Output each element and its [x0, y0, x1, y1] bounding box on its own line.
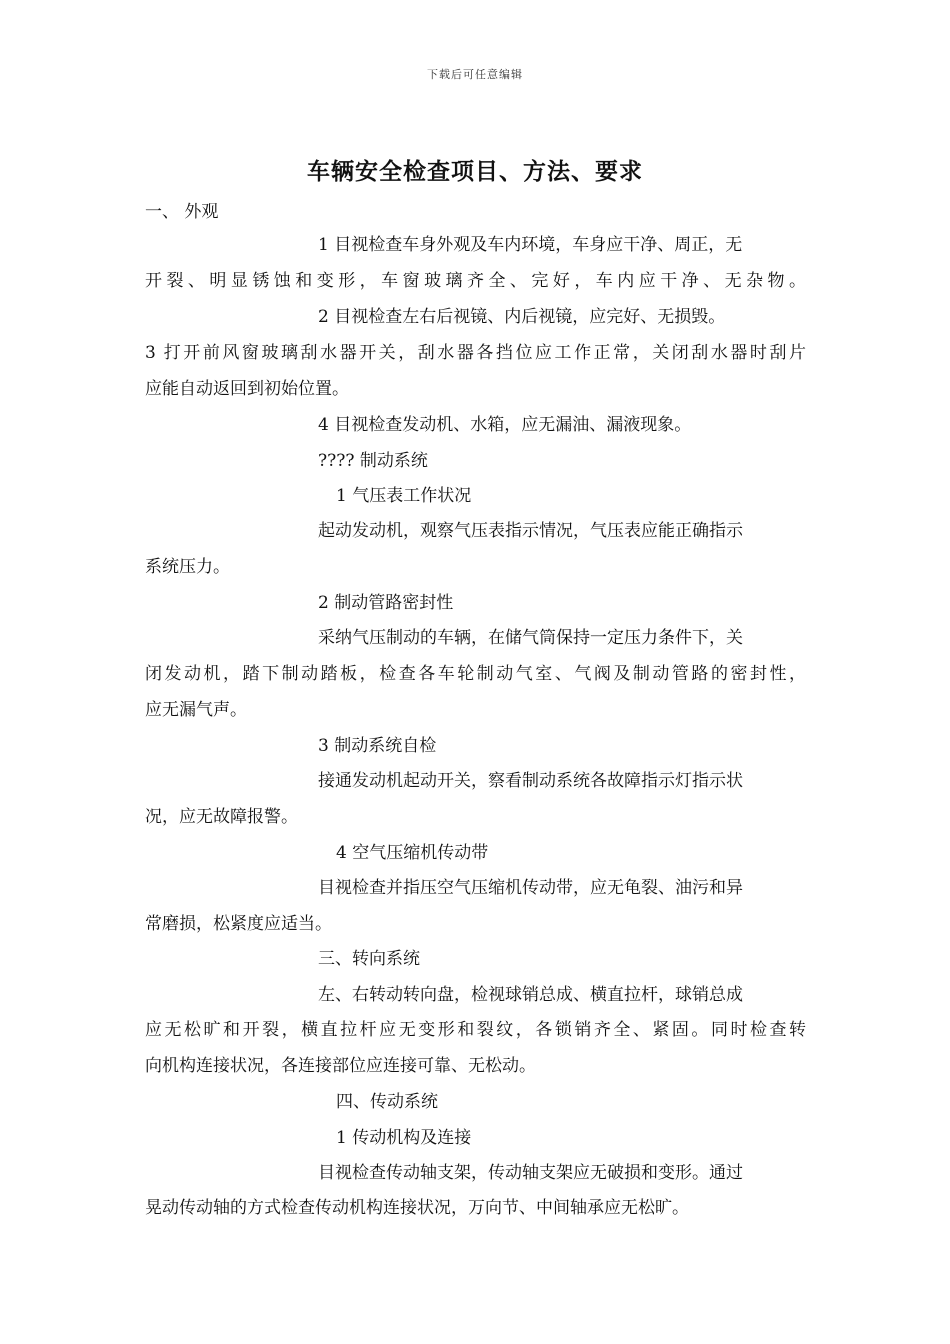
subheading: 2 制动管路密封性	[318, 593, 454, 613]
section-heading-brake: ???? 制动系统	[318, 451, 428, 471]
paragraph-line: 3 打开前风窗玻璃刮水器开关，刮水器各挡位应工作正常，关闭刮水器时刮片	[145, 343, 806, 363]
paragraph-line: 1 目视检查车身外观及车内环境，车身应干净、周正，无	[318, 235, 743, 255]
paragraph-line: 目视检查传动轴支架，传动轴支架应无破损和变形。通过	[318, 1163, 743, 1183]
paragraph-line: 采纳气压制动的车辆，在储气筒保持一定压力条件下，关	[318, 628, 743, 648]
paragraph-line: 况，应无故障报警。	[145, 807, 298, 827]
paragraph-line: 4 目视检查发动机、水箱，应无漏油、漏液现象。	[318, 415, 692, 435]
paragraph-line: 应无松旷和开裂，横直拉杆应无变形和裂纹，各锁销齐全、紧固。同时检查转	[145, 1020, 806, 1040]
paragraph-line: 应能自动返回到初始位置。	[145, 379, 349, 399]
subheading: 3 制动系统自检	[318, 736, 437, 756]
paragraph-line: 应无漏气声。	[145, 700, 247, 720]
paragraph-line: 晃动传动轴的方式检查传动机构连接状况，万向节、中间轴承应无松旷。	[145, 1198, 689, 1218]
subheading: 4 空气压缩机传动带	[336, 843, 489, 863]
paragraph-line: 常磨损，松紧度应适当。	[145, 914, 332, 934]
paragraph-line: 开裂、明显锈蚀和变形，车窗玻璃齐全、完好，车内应干净、无杂物。	[145, 271, 806, 291]
section-heading-exterior: 一、 外观	[145, 202, 219, 222]
paragraph-line: 系统压力。	[145, 557, 230, 577]
header-note: 下载后可任意编辑	[427, 68, 523, 81]
page-title: 车辆安全检查项目、方法、要求	[307, 159, 643, 185]
paragraph-line: 左、右转动转向盘，检视球销总成、横直拉杆，球销总成	[318, 985, 743, 1005]
section-heading-transmission: 四、传动系统	[336, 1092, 438, 1112]
subheading: 1 传动机构及连接	[336, 1128, 472, 1148]
paragraph-line: 向机构连接状况，各连接部位应连接可靠、无松动。	[145, 1056, 536, 1076]
paragraph-line: 起动发动机，观察气压表指示情况，气压表应能正确指示	[318, 521, 743, 541]
paragraph-line: 闭发动机，踏下制动踏板，检查各车轮制动气室、气阀及制动管路的密封性，	[145, 664, 806, 684]
paragraph-line: 目视检查并指压空气压缩机传动带，应无龟裂、油污和异	[318, 878, 743, 898]
paragraph-line: 接通发动机起动开关，察看制动系统各故障指示灯指示状	[318, 771, 743, 791]
section-heading-steering: 三、转向系统	[318, 949, 420, 969]
subheading: 1 气压表工作状况	[336, 486, 472, 506]
paragraph-line: 2 目视检查左右后视镜、内后视镜，应完好、无损毁。	[318, 307, 726, 327]
